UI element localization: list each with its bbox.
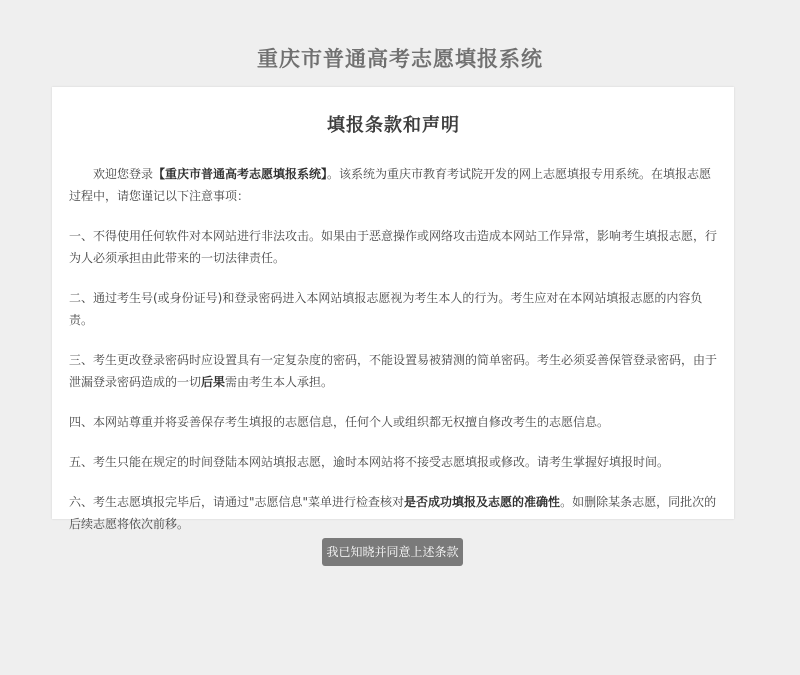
terms-intro	[69, 163, 718, 207]
terms-item-1: 一、不得使用任何软件对本网站进行非法攻击。如果由于恶意操作或网络攻击造成本网站工作异常，影响考生填报志愿，行为人必须承担由此带来的一切法律责任。	[69, 229, 718, 265]
site-title: 重庆市普通高考志愿填报系统	[257, 47, 543, 71]
terms-item-6	[69, 491, 718, 535]
item3-text-after: 需由考生本人承担。	[225, 375, 334, 389]
item6-bold-text: 是否成功填报及志愿的准确性	[404, 495, 561, 509]
intro-text-after: 。该系统为重庆市教育考试院开发的网上志愿填报专用系统。在填报志愿过程中，请您谨记以下注意事项：	[69, 167, 712, 203]
system-name: 【重庆市普通高考志愿填报系统】	[153, 167, 328, 181]
terms-heading: 填报条款和声明	[327, 115, 460, 136]
terms-item-2: 二、通过考生号(或身份证号)和登录密码进入本网站填报志愿视为考生本人的行为。考生应对在本网站填报志愿的内容负责。	[69, 291, 703, 327]
terms-item-5: 五、考生只能在规定的时间登陆本网站填报志愿，逾时本网站将不接受志愿填报或修改。请考生掌握好填报时间。	[69, 455, 670, 469]
agree-terms-button[interactable]: 我已知晓并同意上述条款	[322, 538, 463, 566]
terms-panel	[52, 87, 734, 531]
item3-bold-text: 后果	[201, 375, 226, 389]
item6-text-after: 。如删除某条志愿，同批次的后续志愿将依次前移。	[69, 495, 717, 531]
item6-text-before: 六、考生志愿填报完毕后，请通过"志愿信息"菜单进行检查核对	[69, 495, 405, 509]
item3-text-before: 三、考生更改登录密码时应设置具有一定复杂度的密码，不能设置易被猜测的简单密码。考生必须妥善保管登录密码，由于泄漏登录密码造成的一切	[69, 353, 718, 389]
terms-item-4: 四、本网站尊重并将妥善保存考生填报的志愿信息，任何个人或组织都无权擅自修改考生的志愿信息。	[69, 415, 610, 429]
terms-item-3	[69, 349, 718, 393]
intro-text-before: 欢迎您登录	[93, 167, 154, 181]
